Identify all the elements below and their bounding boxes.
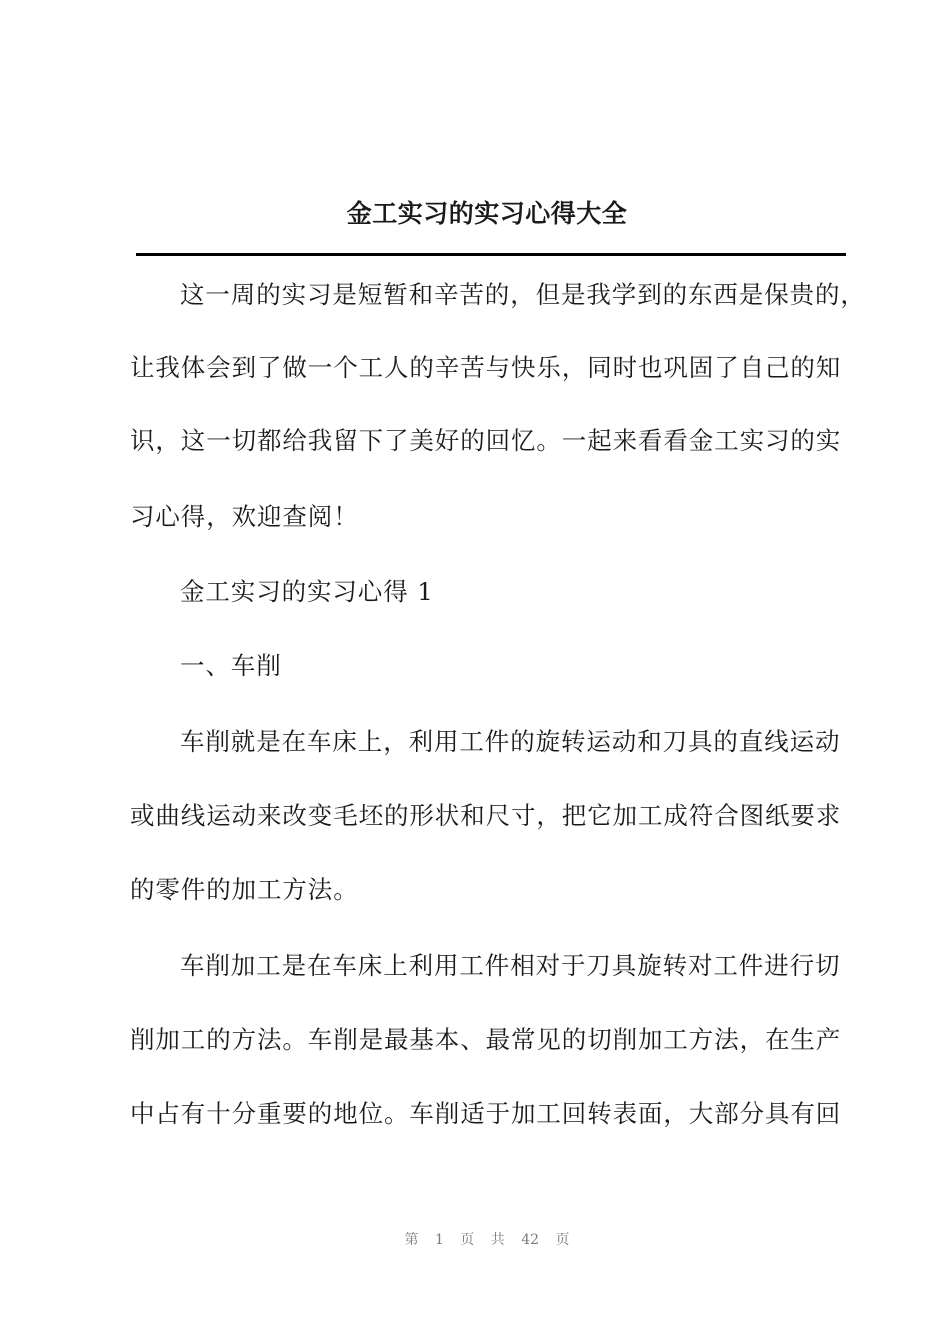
paragraph-line: 中占有十分重要的地位。车削适于加工回转表面，大部分具有回 (130, 1099, 842, 1128)
paragraph-line: 削加工的方法。车削是最基本、最常见的切削加工方法，在生产 (130, 1025, 842, 1054)
paragraph-line: 让我体会到了做一个工人的辛苦与快乐，同时也巩固了自己的知 (130, 353, 842, 382)
paragraph-line: 或曲线运动来改变毛坯的形状和尺寸，把它加工成符合图纸要求 (130, 801, 842, 830)
paragraph-line: 车削加工是在车床上利用工件相对于刀具旋转对工件进行切 (180, 951, 841, 980)
paragraph-line: 习心得，欢迎查阅！ (130, 502, 359, 531)
title-underline (136, 253, 846, 256)
subsection-heading: 一、车削 (180, 651, 282, 680)
paragraph-line: 这一周的实习是短暂和辛苦的，但是我学到的东西是保贵的， (180, 280, 866, 309)
section-heading: 金工实习的实习心得 1 (180, 577, 434, 606)
paragraph-line: 识，这一切都给我留下了美好的回忆。一起来看看金工实习的实 (130, 426, 842, 455)
document-title: 金工实习的实习心得大全 (346, 199, 628, 228)
paragraph-line: 车削就是在车床上，利用工件的旋转运动和刀具的直线运动 (180, 727, 841, 756)
paragraph-line: 的零件的加工方法。 (130, 875, 359, 904)
page-number-footer: 第 1 页 共 42 页 (404, 1232, 570, 1248)
